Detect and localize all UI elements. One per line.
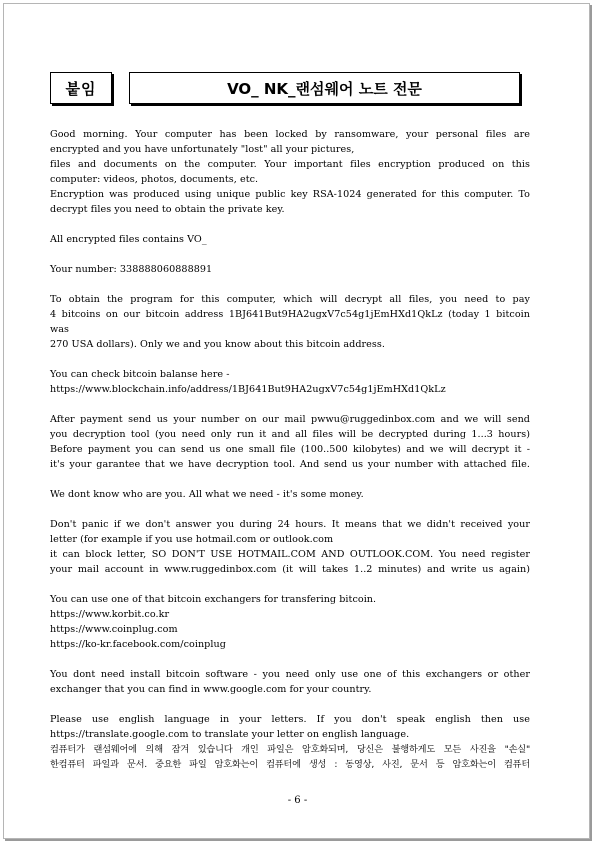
note-line: https://www.korbit.co.kr: [50, 609, 170, 620]
note-line: https://ko-kr.facebook.com/coinplug: [50, 639, 226, 650]
attachment-tag: 붙임: [50, 72, 112, 104]
note-line: Good morning. Your computer has been locked by ransomware, your personal files are: [50, 129, 530, 140]
ransom-note-body: [50, 127, 530, 787]
page-number: - 6 -: [287, 795, 308, 806]
note-paragraph: [50, 487, 530, 502]
note-line: After payment send us your number on our mail pwwu@ruggedinbox.com and we will send: [50, 414, 530, 425]
note-paragraph: [50, 712, 530, 772]
attachment-header: [50, 72, 530, 104]
note-line: 4 bitcoins on our bitcoin address 1BJ641But9HA2ugxV7c54g1jEmHXd1QkLz (today 1 bitcoin was: [50, 309, 530, 335]
note-paragraph: [50, 412, 530, 472]
note-line: You can use one of that bitcoin exchangers for transfering bitcoin.: [50, 594, 377, 605]
note-line: https://www.blockchain.info/address/1BJ641But9HA2ugxV7c54g1jEmHXd1QkLz: [50, 384, 446, 395]
note-line: 270 USA dollars). Only we and you know about this bitcoin address.: [50, 339, 385, 350]
note-line: 컴퓨터가 랜섬웨어에 의해 잠겨 있습니다 개인 파일은 암호화되며, 당신은 불행하게도 모든 사진을 "손실": [50, 744, 530, 755]
note-line: To obtain the program for this computer, which will decrypt all files, you need to pay: [50, 294, 530, 305]
note-paragraph: [50, 262, 530, 277]
note-line: https://www.coinplug.com: [50, 624, 178, 635]
note-line: encrypted and you have unfortunately "lost" all your pictures,: [50, 144, 355, 155]
note-paragraph: [50, 517, 530, 577]
note-paragraph: [50, 667, 530, 697]
note-paragraph: [50, 592, 530, 652]
note-line: Your number: 338888060888891: [50, 264, 213, 275]
note-line: You can check bitcoin balanse here -: [50, 369, 230, 380]
note-paragraph: [50, 292, 530, 352]
note-line: Before payment you can send us one small file (100..500 kilobytes) and we will decrypt it -: [50, 444, 530, 455]
note-line: We dont know who are you. All what we need - it's some money.: [50, 489, 364, 500]
note-line: your mail account in www.ruggedinbox.com (it will takes 1..2 minutes) and write us again): [50, 564, 530, 575]
note-line: https://translate.google.com to translate your letter on english language.: [50, 729, 410, 740]
note-line: 한컴퓨터 파일과 문서. 중요한 파일 암호화는이 컴퓨터에 생성 : 동영상, 사진, 문서 등 암호화는이 컴퓨터: [50, 759, 530, 770]
note-line: Please use english language in your letters. If you don't speak english then use: [50, 714, 530, 725]
note-line: it's your garantee that we have decryption tool. And send us your number with attached file.: [50, 459, 530, 470]
note-paragraph: [50, 367, 530, 397]
document-title: VO_ NK_랜섬웨어 노트 전문: [129, 72, 520, 104]
note-line: All encrypted files contains VO_: [50, 234, 207, 245]
note-paragraph: [50, 232, 530, 247]
note-line: computer: videos, photos, documents, etc.: [50, 174, 259, 185]
note-line: Don't panic if we don't answer you during 24 hours. It means that we didn't received your: [50, 519, 530, 530]
note-line: Encryption was produced using unique public key RSA-1024 generated for this computer. To: [50, 189, 530, 200]
note-line: exchanger that you can find in www.google.com for your country.: [50, 684, 372, 695]
note-line: it can block letter, SO DON'T USE HOTMAIL.COM AND OUTLOOK.COM. You need register: [50, 549, 530, 560]
note-line: You dont need install bitcoin software - you need only use one of this exchangers or other: [50, 669, 530, 680]
note-line: decrypt files you need to obtain the private key.: [50, 204, 285, 215]
note-line: letter (for example if you use hotmail.com or outlook.com: [50, 534, 334, 545]
note-paragraph: [50, 127, 530, 217]
note-line: you decryption tool (you need only run it and all files will be decrypted during 1...3 hours): [50, 429, 530, 440]
note-line: files and documents on the computer. Your important files encryption produced on this: [50, 159, 530, 170]
